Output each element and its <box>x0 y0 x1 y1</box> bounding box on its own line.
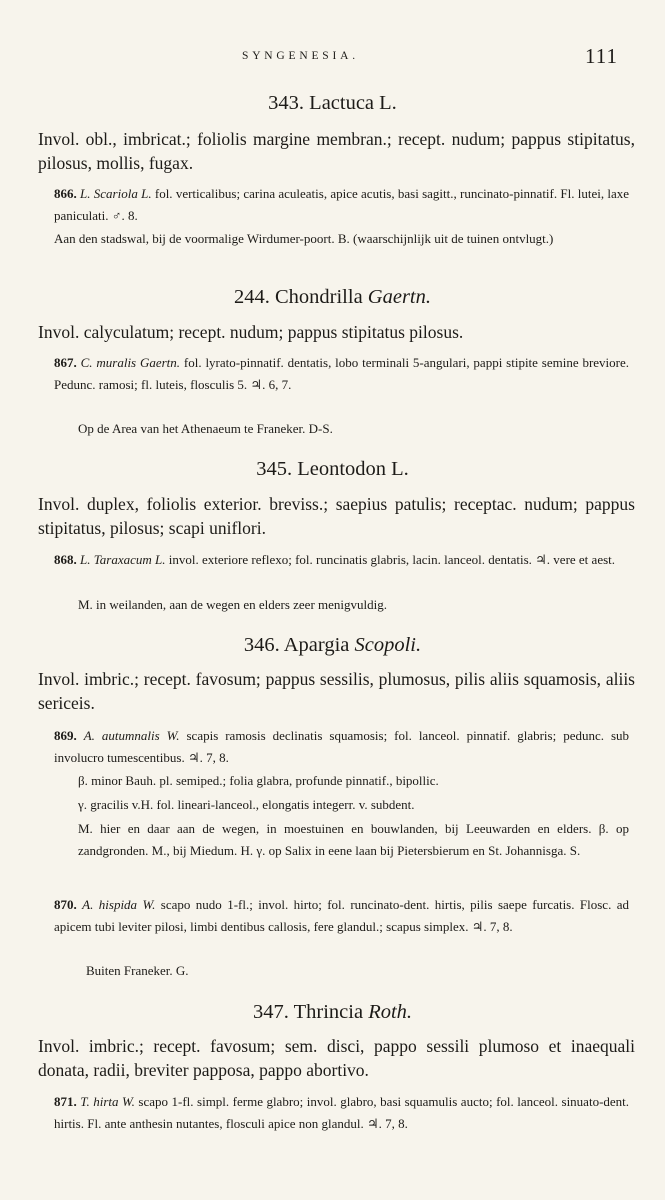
heading-genus: Chondrilla <box>274 286 363 308</box>
running-head <box>0 44 665 70</box>
diagnosis-chondrilla: Invol. calyculatum; recept. nudum; pappus stipitatus pilosus. <box>38 322 464 342</box>
species-number: 871. <box>54 1094 77 1109</box>
species-name: L. Scariola L. <box>80 186 152 201</box>
running-title: SYNGENESIA. <box>242 50 359 62</box>
diagnosis-thrincia: Invol. imbric.; recept. favosum; sem. disci, pappo sessili plumoso et inaequali donata, radii, breviter papposa, pappo abortivo. <box>38 1036 635 1080</box>
species-name: T. hirta W. <box>80 1094 135 1109</box>
heading-number: 347. <box>252 1001 289 1023</box>
species-number: 870. <box>54 897 77 912</box>
heading-author: Gaertn. <box>367 286 431 308</box>
variety-entry: γ. gracilis v.H. fol. lineari-lanceol., elongatis integerr. v. subdent. <box>78 797 415 812</box>
species-entry <box>54 894 629 938</box>
diagnosis-apargia: Invol. imbric.; recept. favosum; pappus sessilis, plumosus, pilis aliis squamosis, aliis sericeis. <box>38 669 635 713</box>
diagnosis-lactuca: Invol. obl., imbricat.; foliolis margine membran.; recept. nudum; pappus stipitatus, pilosus, mollis, fugax. <box>38 129 635 173</box>
page-number: 111 <box>585 44 618 68</box>
heading-author: Roth. <box>368 1001 413 1023</box>
species-description: fol. lyrato-pinnatif. dentatis, lobo terminali 5-angulari, pappi stipite semine breviore. Pedunc. ramosi; fl. luteis, flosculis 5. ♃. 6, 7. <box>54 355 630 392</box>
diagnosis-leontodon: Invol. duplex, foliolis exterior. breviss.; saepius patulis; receptac. nudum; pappus stipitatus, pilosus; scapi uniflori. <box>38 494 635 538</box>
section-heading-thrincia <box>0 1000 665 1024</box>
heading-genus: Apargia <box>283 634 350 656</box>
heading-author: Scopoli. <box>354 634 422 656</box>
species-description: invol. exteriore reflexo; fol. runcinatis glabris, lacin. lanceol. dentatis. ♃. vere et aest. <box>168 552 616 567</box>
species-entry <box>54 549 629 571</box>
species-description: scapis ramosis declinatis squamosis; fol. lanceol. pinnatif. glabris; pedunc. sub involucro tumescentibus. ♃. 7, 8. <box>54 728 630 765</box>
species-entry <box>54 725 629 769</box>
species-description: scapo nudo 1-fl.; invol. hirto; fol. runcinato-dent. hirtis, pilis saepe furcatis. Flosc. ad apicem tubi leviter pilosi, limbi dentibus callosis, fere glandul.; scapus simplex. ♃. 7, 8. <box>54 897 630 934</box>
section-heading-leontodon: 345. Leontodon L. <box>256 458 409 480</box>
species-number: 866. <box>54 186 77 201</box>
section-heading-apargia <box>0 633 665 657</box>
locality-note: M. hier en daar aan de wegen, in moestuinen en bouwlanden, bij Leeuwarden en elders. β. op zandgronden. M., bij Miedum. H. γ. op Salix in eene laan bij Pietersbierum en St. Johannisga. S. <box>78 821 629 858</box>
species-name: C. muralis Gaertn. <box>80 355 181 370</box>
species-name: A. hispida W. <box>82 897 156 912</box>
species-entry <box>54 352 629 396</box>
species-entry <box>54 1091 629 1135</box>
species-number: 869. <box>54 728 77 743</box>
heading-genus: Thrincia <box>293 1001 364 1023</box>
section-heading-chondrilla <box>0 285 665 309</box>
heading-number: 244. <box>233 286 270 308</box>
species-description: fol. verticalibus; carina aculeatis, apice acutis, basi sagitt., runcinato-pinnatif. Fl. lutei, laxe paniculati. ♂. 8. <box>54 186 630 223</box>
species-number: 867. <box>54 355 77 370</box>
species-entry <box>54 183 629 227</box>
species-description: scapo 1-fl. simpl. ferme glabro; invol. glabro, basi squamulis aucto; fol. lanceol. sinuato-dent. hirtis. Fl. ante anthesin nutantes, flosculi apice non glandul. ♃. 7, 8. <box>54 1094 630 1131</box>
species-number: 868. <box>54 552 77 567</box>
locality-note: Buiten Franeker. G. <box>86 963 189 978</box>
variety-entry: β. minor Bauh. pl. semiped.; folia glabra, profunde pinnatif., bipollic. <box>78 773 439 788</box>
section-heading-lactuca: 343. Lactuca L. <box>268 92 397 114</box>
species-name: A. autumnalis W. <box>83 728 180 743</box>
locality-note: Op de Area van het Athenaeum te Franeker. D-S. <box>78 421 333 436</box>
heading-number: 346. <box>243 634 280 656</box>
locality-note: Aan den stadswal, bij de voormalige Wirdumer-poort. B. (waarschijnlijk uit de tuinen ontvlugt.) <box>54 231 554 246</box>
species-name: L. Taraxacum L. <box>80 552 166 567</box>
locality-note: M. in weilanden, aan de wegen en elders zeer menigvuldig. <box>78 597 387 612</box>
